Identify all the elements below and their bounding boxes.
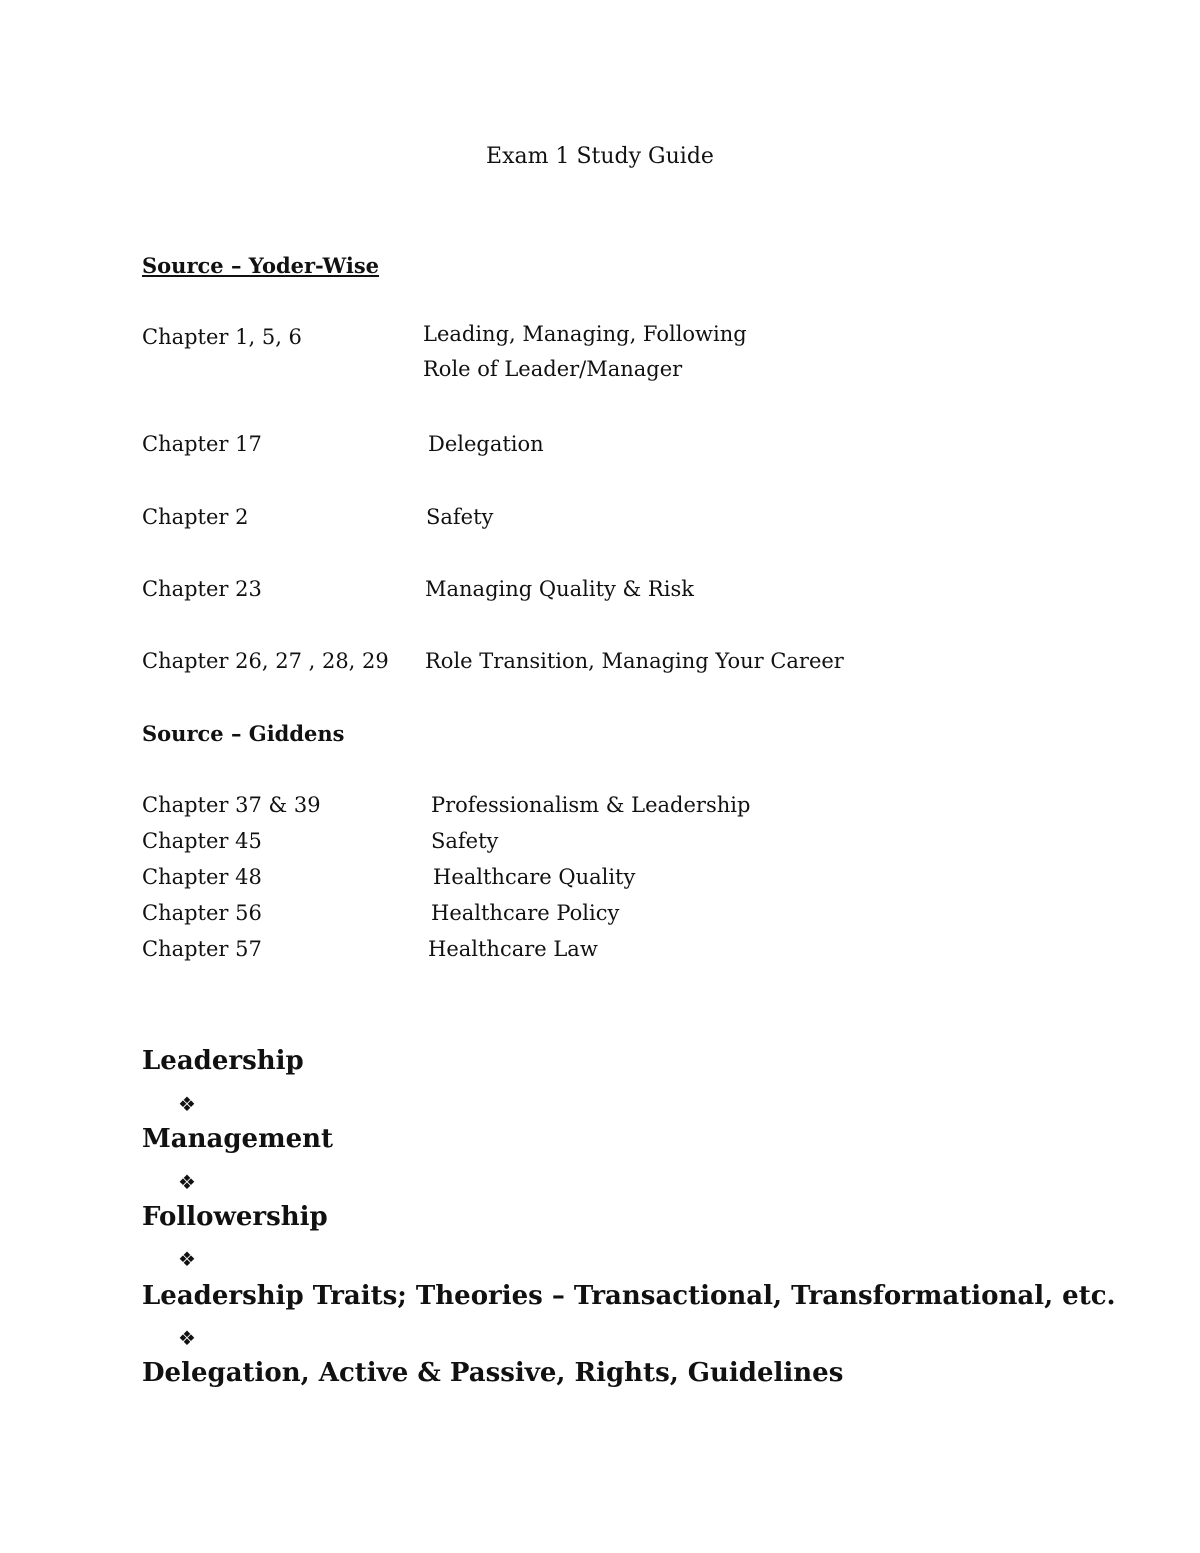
diamond-bullet-icon: ❖ xyxy=(178,1092,196,1116)
section-heading-giddens: Source – Giddens xyxy=(142,721,345,746)
section-heading-yoder-wise: Source – Yoder-Wise xyxy=(142,253,379,278)
chapter-label: Chapter 56 xyxy=(142,901,262,925)
topic-label: Professionalism & Leadership xyxy=(431,793,751,817)
chapter-label: Chapter 48 xyxy=(142,865,262,889)
document-title: Exam 1 Study Guide xyxy=(486,144,714,169)
chapter-label: Chapter 2 xyxy=(142,505,249,529)
topic-label: Role Transition, Managing Your Career xyxy=(425,649,844,673)
topic-label: Managing Quality & Risk xyxy=(425,577,694,601)
chapter-label: Chapter 1, 5, 6 xyxy=(142,325,302,349)
diamond-bullet-icon: ❖ xyxy=(178,1247,196,1271)
chapter-label: Chapter 17 xyxy=(142,432,262,456)
diamond-bullet-icon: ❖ xyxy=(178,1170,196,1194)
topic-heading-management: Management xyxy=(142,1124,334,1154)
topic-label: Leading, Managing, Following xyxy=(423,322,747,346)
topic-label: Healthcare Policy xyxy=(431,901,620,925)
chapter-label: Chapter 37 & 39 xyxy=(142,793,321,817)
topic-label: Safety xyxy=(431,829,499,853)
chapter-label: Chapter 23 xyxy=(142,577,262,601)
topic-heading-delegation: Delegation, Active & Passive, Rights, Guidelines xyxy=(142,1358,844,1388)
topic-label: Delegation xyxy=(428,432,544,456)
topic-heading-leadership-traits: Leadership Traits; Theories – Transactional, Transformational, etc. xyxy=(142,1281,1116,1311)
diamond-bullet-icon: ❖ xyxy=(178,1326,196,1350)
chapter-label: Chapter 26, 27 , 28, 29 xyxy=(142,649,389,673)
topic-label: Healthcare Quality xyxy=(433,865,636,889)
topic-label: Role of Leader/Manager xyxy=(423,357,683,381)
topic-heading-leadership: Leadership xyxy=(142,1046,304,1076)
topic-label: Safety xyxy=(426,505,494,529)
chapter-label: Chapter 45 xyxy=(142,829,262,853)
chapter-label: Chapter 57 xyxy=(142,937,262,961)
topic-label: Healthcare Law xyxy=(428,937,598,961)
topic-heading-followership: Followership xyxy=(142,1202,328,1232)
